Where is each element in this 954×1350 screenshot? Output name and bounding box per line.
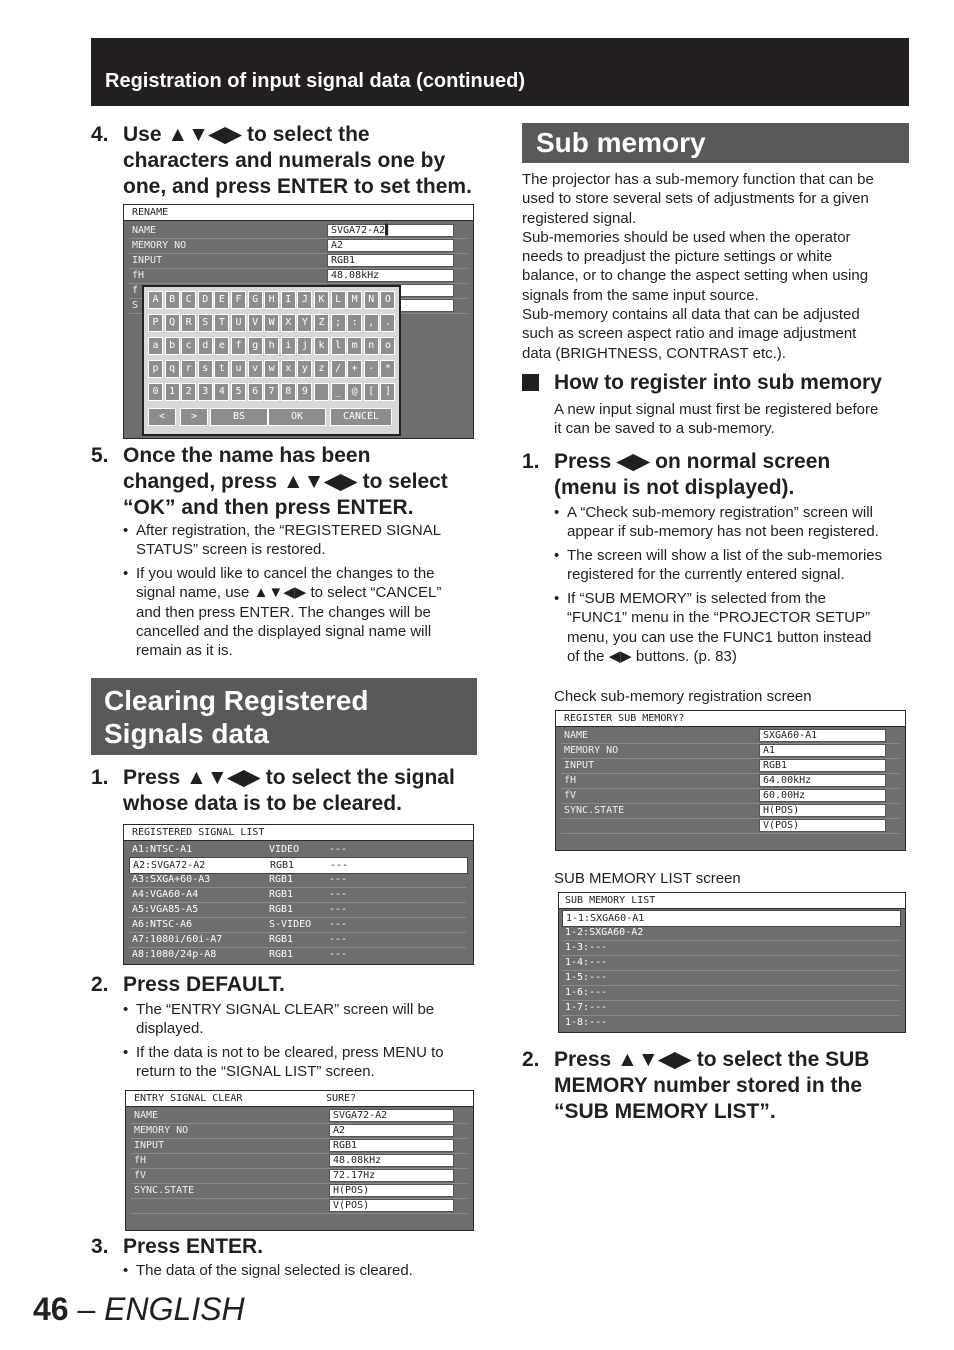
keyboard-key[interactable]: 4 (214, 383, 229, 401)
keyboard-key[interactable]: @ (347, 383, 362, 401)
keyboard-key[interactable]: R (181, 314, 196, 332)
subheading: How to register into sub memory (554, 371, 882, 394)
row-value: V(POS) (333, 1200, 370, 1211)
bullet-line: appear if sub-memory has not been registered. (567, 523, 879, 541)
bullet-item: • A “Check sub-memory registration” screen will appear if sub-memory has not been registered. (554, 504, 879, 541)
keyboard-key[interactable]: W (264, 314, 279, 332)
bullet-line: If the data is not to be cleared, press MENU to (136, 1044, 444, 1061)
keyboard-key[interactable]: f (231, 337, 246, 355)
bullet-item: • The screen will show a list of the sub-memories registered for the currently entered signal. (554, 547, 883, 584)
screen-title-confirm: SURE? (326, 1093, 357, 1104)
keyboard-key[interactable]: X (281, 314, 296, 332)
row-value: A2 (331, 240, 344, 251)
check-row (561, 758, 899, 774)
check-row (561, 743, 899, 759)
keyboard-key[interactable]: n (364, 337, 379, 355)
keyboard-key[interactable]: a (148, 337, 163, 355)
keyboard-key[interactable]: M (347, 291, 362, 309)
step-number: 4. (91, 123, 109, 146)
keyboard-key[interactable]: ; (331, 314, 346, 332)
value-box (329, 1109, 454, 1122)
keyboard-key[interactable]: L (331, 291, 346, 309)
keyboard-key[interactable]: U (231, 314, 246, 332)
body-line: Sub-memory contains all data that can be adjusted (522, 306, 860, 324)
keyboard-key[interactable]: B (165, 291, 180, 309)
keyboard-key[interactable]: 6 (248, 383, 263, 401)
body-line: needs to preadjust the picture settings or white (522, 248, 833, 266)
row-value: SVGA72-A2 (333, 1110, 388, 1121)
row-label: fV (564, 790, 577, 801)
row-value: 60.00Hz (763, 790, 806, 801)
value-box (759, 819, 886, 832)
clear-step-1 (91, 765, 491, 819)
rename-row (129, 238, 467, 254)
row-label: NAME (134, 1110, 159, 1121)
sub-memory-row[interactable]: 1-7:--- (562, 1000, 899, 1016)
keyboard-key[interactable]: q (165, 360, 180, 378)
body-line: A new input signal must first be registered before (554, 401, 879, 418)
bullet-line: return to the “SIGNAL LIST” screen. (136, 1063, 375, 1081)
bullet-item: • If the data is not to be cleared, press MENU to return to the “SIGNAL LIST” screen. (123, 1044, 444, 1081)
screen-title: REGISTER SUB MEMORY? (564, 713, 685, 724)
section-title-line: Clearing Registered (104, 685, 369, 716)
sub-memory-row[interactable]: 1-8:--- (565, 1017, 608, 1028)
keyboard-key[interactable]: j (297, 337, 312, 355)
screen-title: RENAME (132, 207, 169, 218)
row-value: A2 (333, 1125, 346, 1136)
screen-title: ENTRY SIGNAL CLEAR (134, 1093, 243, 1104)
row-value: A1 (763, 745, 776, 756)
body-line: The projector has a sub-memory function that can be (522, 171, 874, 188)
step-line: Press ▲▼◀▶ to select the SUB (554, 1048, 870, 1071)
row-value: SXGA60-A1 (763, 730, 818, 741)
entry-row (131, 1168, 467, 1184)
bullet-line: “FUNC1” menu in the “PROJECTOR SETUP” (567, 609, 871, 627)
keyboard-key[interactable]: o (380, 337, 395, 355)
keyboard-key[interactable]: Z (314, 314, 329, 332)
step-line: (menu is not displayed). (554, 476, 795, 499)
keyboard-key[interactable]: r (181, 360, 196, 378)
list-screen-caption: SUB MEMORY LIST screen (554, 870, 741, 887)
step-line: Press ▲▼◀▶ to select the signal (123, 766, 455, 789)
keyboard-key[interactable]: Y (297, 314, 312, 332)
row-label: MEMORY NO (564, 745, 619, 756)
keyboard-key[interactable]: 0 (148, 383, 163, 401)
value-box (759, 744, 886, 757)
sub-memory-row[interactable]: 1-6:--- (562, 985, 899, 1001)
bullet-line: menu, you can use the FUNC1 button instead (567, 628, 872, 646)
sub-step-2 (522, 1047, 922, 1127)
value-box (329, 1139, 454, 1152)
character-keyboard (142, 285, 401, 436)
entry-row (131, 1123, 467, 1139)
step-line: Press DEFAULT. (123, 973, 285, 996)
check-row (561, 818, 899, 834)
clear-step-2 (91, 972, 491, 1000)
step-line: characters and numerals one by (123, 149, 446, 172)
signal-list-row[interactable]: A7:1080i/60i-A7 RGB1 --- (129, 932, 466, 948)
prev-char-button[interactable]: < (148, 408, 176, 426)
row-value: 48.08kHz (333, 1155, 382, 1166)
keyboard-key[interactable]: E (214, 291, 229, 309)
keyboard-key[interactable]: O (380, 291, 395, 309)
step-number: 2. (91, 973, 109, 996)
section-header-bar (91, 38, 909, 106)
rename-row (129, 268, 467, 284)
sub-memory-row[interactable]: 1-4:--- (562, 955, 899, 971)
keyboard-key[interactable]: K (314, 291, 329, 309)
sub-step-1 (522, 449, 922, 503)
bullet-line: remain as it is. (136, 642, 233, 660)
bullet-item: • The data of the signal selected is cleared. (123, 1262, 413, 1279)
entry-row (131, 1183, 467, 1199)
bullet-line: After registration, the “REGISTERED SIGNAL (136, 522, 442, 539)
bullet-line: of the ◀▶ buttons. (p. 83) (567, 647, 737, 665)
row-label: INPUT (132, 255, 163, 266)
keyboard-key[interactable]: H (264, 291, 279, 309)
row-label: S (132, 300, 139, 311)
value-box (759, 759, 886, 772)
bullet-line: cancelled and the displayed signal name will (136, 622, 432, 640)
check-row (561, 773, 899, 789)
backspace-button[interactable]: BS (210, 408, 268, 426)
row-value: 64.00kHz (763, 775, 812, 786)
bullet-line: The data of the signal selected is cleared. (136, 1262, 413, 1279)
bullet-line: signal name, use ▲▼◀▶ to select “CANCEL” (136, 584, 442, 602)
value-box (329, 1124, 454, 1137)
row-label: NAME (132, 225, 157, 236)
body-line: it can be saved to a sub-memory. (554, 420, 775, 438)
keyboard-key[interactable]: l (331, 337, 346, 355)
bullet-line: The screen will show a list of the sub-memories (567, 547, 883, 564)
sub-memory-row[interactable]: 1-3:--- (562, 940, 899, 956)
value-box (327, 269, 454, 282)
keyboard-key[interactable]: 5 (231, 383, 246, 401)
signal-list-row[interactable]: A8:1080/24p-A8 RGB1 --- (132, 949, 348, 960)
section-title-text: Sub memory (536, 127, 706, 158)
keyboard-key[interactable]: . (380, 314, 395, 332)
row-label: fH (564, 775, 577, 786)
body-line: registered signal. (522, 209, 637, 227)
keyboard-key[interactable]: z (314, 360, 329, 378)
row-label: SYNC.STATE (564, 805, 625, 816)
keyboard-key[interactable]: y (297, 360, 312, 378)
keyboard-key[interactable]: : (347, 314, 362, 332)
keyboard-key[interactable]: C (181, 291, 196, 309)
keyboard-key[interactable]: u (231, 360, 246, 378)
value-box (329, 1154, 454, 1167)
row-label: fH (134, 1155, 147, 1166)
bullet-item: • If “SUB MEMORY” is selected from the “FUNC1” menu in the “PROJECTOR SETUP” menu, you can use the FUNC1 button instead of the ◀▶ buttons. (p. 83) (554, 590, 872, 665)
cancel-button[interactable]: CANCEL (330, 408, 392, 426)
keyboard-key[interactable]: 2 (181, 383, 196, 401)
signal-list-row[interactable]: A6:NTSC-A6 S-VIDEO --- (129, 917, 466, 933)
bullet-line: The “ENTRY SIGNAL CLEAR” screen will be (136, 1001, 435, 1018)
footer-dash: – (68, 1291, 105, 1327)
step-number: 1. (522, 450, 540, 473)
step-number: 2. (522, 1048, 540, 1071)
clear-step-3 (91, 1234, 491, 1262)
section-title-line: Signals data (104, 718, 269, 749)
signal-list-row[interactable]: A1:NTSC-A1 VIDEO --- (129, 842, 466, 858)
subheading-intro (554, 400, 914, 439)
bullet-line: If you would like to cancel the changes to the (136, 565, 435, 582)
check-screen-caption: Check sub-memory registration screen (554, 688, 812, 705)
entry-row (131, 1153, 467, 1169)
keyboard-key[interactable]: [ (364, 383, 379, 401)
keyboard-key[interactable] (314, 383, 329, 401)
entry-row (131, 1198, 467, 1214)
row-label: INPUT (134, 1140, 165, 1151)
footer-language: ENGLISH (104, 1291, 245, 1327)
sub-memory-list-screen (558, 892, 906, 1033)
keyboard-key[interactable]: c (181, 337, 196, 355)
square-bullet-icon (522, 374, 539, 391)
sub-memory-row[interactable]: 1-5:--- (562, 970, 899, 986)
value-box (329, 1199, 454, 1212)
keyboard-key[interactable]: p (148, 360, 163, 378)
check-row (561, 728, 899, 744)
keyboard-key[interactable]: P (148, 314, 163, 332)
keyboard-key[interactable]: 7 (264, 383, 279, 401)
check-row (561, 788, 899, 804)
entry-signal-clear-screen (125, 1090, 474, 1231)
row-value: V(POS) (763, 820, 800, 831)
value-box (759, 774, 886, 787)
value-box (327, 224, 454, 237)
step-4 (91, 122, 491, 202)
check-row (561, 803, 899, 819)
row-value: RGB1 (331, 255, 356, 266)
row-label: fV (134, 1170, 147, 1181)
keyboard-key[interactable]: D (198, 291, 213, 309)
row-label: NAME (564, 730, 589, 741)
keyboard-key[interactable]: 3 (198, 383, 213, 401)
keyboard-key[interactable]: N (364, 291, 379, 309)
value-box (327, 254, 454, 267)
bullet-item: • The “ENTRY SIGNAL CLEAR” screen will be displayed. (123, 1001, 435, 1038)
keyboard-key[interactable]: S (198, 314, 213, 332)
keyboard-key[interactable]: F (231, 291, 246, 309)
value-box (759, 789, 886, 802)
step-number: 1. (91, 766, 109, 789)
value-box (327, 239, 454, 252)
row-label: SYNC.STATE (134, 1185, 195, 1196)
step-line: “OK” and then press ENTER. (123, 496, 414, 519)
keyboard-key[interactable]: t (214, 360, 229, 378)
signal-list-row-selected[interactable]: A2:SVGA72-A2 RGB1 --- (129, 857, 468, 874)
section-title-clearing (91, 678, 477, 755)
keyboard-key[interactable]: J (297, 291, 312, 309)
entry-row (131, 1138, 467, 1154)
keyboard-key[interactable]: A (148, 291, 163, 309)
row-label: f (132, 285, 139, 296)
keyboard-key[interactable]: Q (165, 314, 180, 332)
signal-list-row[interactable]: A4:VGA60-A4 RGB1 --- (129, 887, 466, 903)
keyboard-key[interactable]: h (264, 337, 279, 355)
keyboard-key[interactable]: T (214, 314, 229, 332)
screen-title: REGISTERED SIGNAL LIST (132, 827, 265, 838)
keyboard-key[interactable]: g (248, 337, 263, 355)
step-line: whose data is to be cleared. (123, 792, 402, 815)
body-line: Sub-memories should be used when the operator (522, 228, 851, 246)
step-line: Use ▲▼◀▶ to select the (123, 123, 370, 146)
step-5 (91, 443, 491, 523)
body-line: data (BRIGHTNESS, CONTRAST etc.). (522, 344, 786, 362)
entry-row (131, 1108, 467, 1124)
registered-signal-list-screen (123, 824, 474, 965)
keyboard-key[interactable]: _ (331, 383, 346, 401)
row-label: MEMORY NO (132, 240, 187, 251)
body-line: balance, or to change the aspect setting when using (522, 267, 869, 285)
step-line: Press ◀▶ on normal screen (554, 450, 831, 473)
keyboard-key[interactable]: x (281, 360, 296, 378)
step-number: 3. (91, 1235, 109, 1258)
value-box (329, 1184, 454, 1197)
keyboard-key[interactable]: 1 (165, 383, 180, 401)
keyboard-key[interactable]: G (248, 291, 263, 309)
row-value: 48.08kHz (331, 270, 380, 281)
bullet-line: and then press ENTER. The changes will be (136, 603, 431, 621)
keyboard-key[interactable]: b (165, 337, 180, 355)
bullet-line: registered for the currently entered signal. (567, 566, 845, 584)
keyboard-key[interactable]: ] (380, 383, 395, 401)
row-label: MEMORY NO (134, 1125, 189, 1136)
row-value: RGB1 (333, 1140, 358, 1151)
section-title-sub-memory (522, 123, 909, 163)
bullet-line: If “SUB MEMORY” is selected from the (567, 590, 826, 607)
keyboard-key[interactable]: m (347, 337, 362, 355)
row-value: 72.17Hz (333, 1170, 376, 1181)
keyboard-key[interactable]: 9 (297, 383, 312, 401)
sub-memory-row-selected[interactable]: 1-1:SXGA60-A1 (562, 910, 901, 927)
row-value: SVGA72-A2▌ (331, 225, 392, 236)
bullet-line: displayed. (136, 1020, 204, 1038)
screen-title: SUB MEMORY LIST (565, 895, 656, 906)
rename-row (129, 223, 467, 239)
body-line: used to store several sets of adjustments for a given (522, 190, 869, 208)
sub-memory-intro (522, 170, 914, 363)
step-line: MEMORY number stored in the (554, 1074, 863, 1097)
value-box (759, 804, 886, 817)
section-header-title: Registration of input signal data (continued) (105, 70, 525, 92)
step-line: changed, press ▲▼◀▶ to select (123, 470, 448, 493)
bullet-item: • After registration, the “REGISTERED SIGNAL STATUS” screen is restored. (123, 522, 442, 559)
register-sub-memory-screen (555, 710, 906, 851)
signal-list-row[interactable]: A5:VGA85-A5 RGB1 --- (129, 902, 466, 918)
page-number: 46 (33, 1291, 69, 1327)
step-line: Once the name has been (123, 444, 371, 467)
value-box (329, 1169, 454, 1182)
bullet-line: A “Check sub-memory registration” screen will (567, 504, 873, 521)
keyboard-key[interactable]: i (281, 337, 296, 355)
row-label: INPUT (564, 760, 595, 771)
row-value: H(POS) (333, 1185, 370, 1196)
ok-button[interactable]: OK (268, 408, 326, 426)
step-line: one, and press ENTER to set them. (123, 175, 472, 198)
row-value: RGB1 (763, 760, 788, 771)
keyboard-key[interactable]: e (214, 337, 229, 355)
bullet-line: STATUS” screen is restored. (136, 541, 326, 559)
keyboard-key[interactable]: k (314, 337, 329, 355)
sub-memory-row[interactable]: 1-2:SXGA60-A2 (562, 925, 899, 941)
row-label: fH (132, 270, 145, 281)
keyboard-key[interactable]: d (198, 337, 213, 355)
step-line: “SUB MEMORY LIST”. (554, 1100, 776, 1123)
keyboard-key[interactable]: v (248, 360, 263, 378)
bullet-item: • If you would like to cancel the changes to the signal name, use ▲▼◀▶ to select “CANCEL” and then press ENTER. The changes will be cancelled and the displayed signal name will remain as it is. (123, 565, 442, 660)
signal-list-row[interactable]: A3:SXGA+60-A3 RGB1 --- (129, 872, 466, 888)
page-footer (33, 1291, 245, 1328)
keyboard-key[interactable]: w (264, 360, 279, 378)
keyboard-key[interactable]: I (281, 291, 296, 309)
step-number: 5. (91, 444, 109, 467)
step-line: Press ENTER. (123, 1235, 264, 1258)
rename-row (129, 253, 467, 269)
body-line: such as screen aspect ratio and image adjustment (522, 325, 857, 343)
keyboard-key[interactable]: 8 (281, 383, 296, 401)
value-box (759, 729, 886, 742)
row-value: H(POS) (763, 805, 800, 816)
keyboard-key[interactable]: / (331, 360, 346, 378)
keyboard-key[interactable]: s (198, 360, 213, 378)
body-line: signals from the same input source. (522, 286, 759, 304)
keyboard-key[interactable]: - (364, 360, 379, 378)
keyboard-key[interactable]: * (380, 360, 395, 378)
keyboard-key[interactable]: , (364, 314, 379, 332)
keyboard-key[interactable]: V (248, 314, 263, 332)
next-char-button[interactable]: > (180, 408, 208, 426)
keyboard-key[interactable]: + (347, 360, 362, 378)
